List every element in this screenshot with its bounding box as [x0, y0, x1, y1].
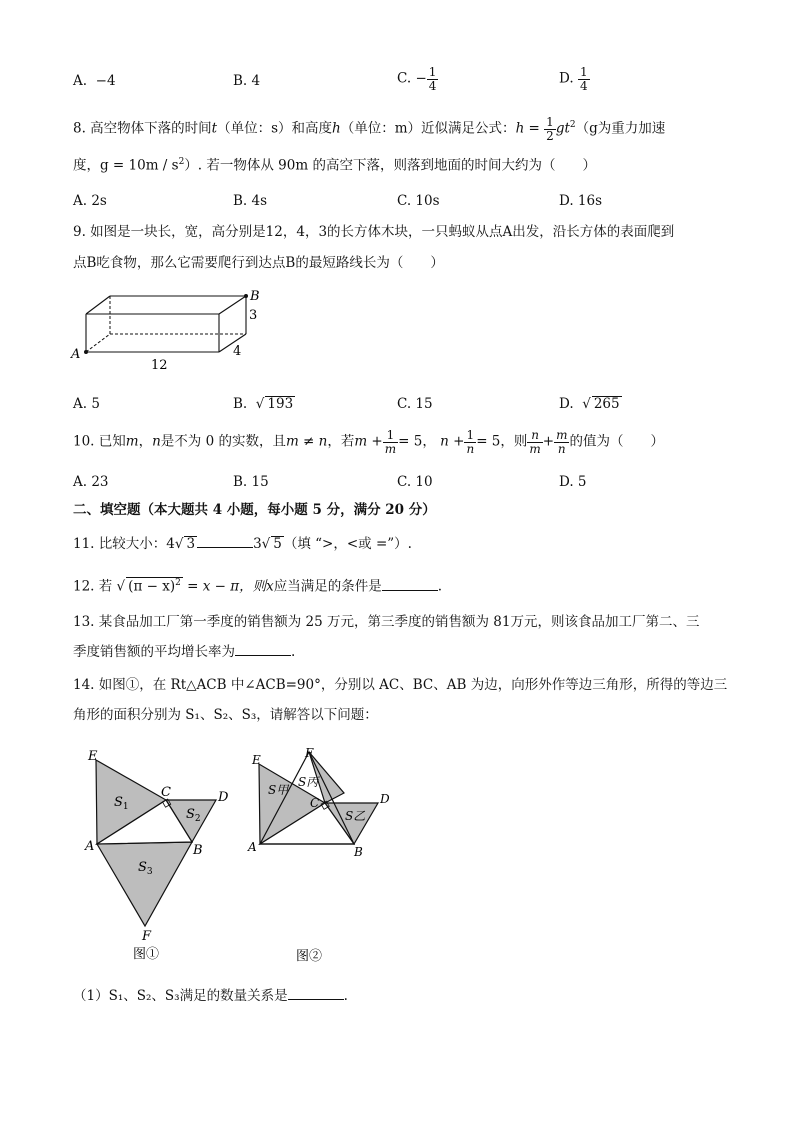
q11-answer-blank[interactable]	[197, 547, 253, 548]
fig1-caption: 图①	[133, 947, 160, 962]
fig2-label-e: E	[252, 753, 261, 767]
fig2-label-c: C	[310, 796, 320, 810]
q9-option-c: C. 15	[397, 396, 433, 412]
figure-2	[244, 745, 404, 965]
fig1-label-s2: $S_2$	[186, 807, 201, 824]
q14-line1: 14. 如图①，在 Rt△ACB 中∠ACB=90°，分别以 AC、BC、AB 为边，向形外作等边三角形，所得的等边三	[73, 677, 728, 693]
figure-1	[80, 748, 250, 963]
fig1-label-s1: $S_1$	[114, 795, 129, 812]
q8-option-c: C. 10s	[397, 193, 440, 209]
fig2-caption: 图②	[296, 949, 323, 964]
fig2-label-b: B	[354, 845, 363, 859]
q9-option-b: B. √ 193	[233, 396, 294, 412]
q7-option-c: C. − $\frac{1}{4}$	[397, 65, 437, 93]
q14-sub1-answer-blank[interactable]	[288, 999, 344, 1000]
q9-line2: 点B吃食物，那么它需要爬行到达点B的最短路线长为（ ）	[73, 255, 444, 271]
height-3-label: 3	[249, 308, 258, 323]
q13-line2: 季度销售额的平均增长率为 .	[73, 644, 296, 660]
fig1-label-b: B	[193, 843, 203, 858]
section-2-heading: 二、填空题（本大题共 4 小题，每小题 5 分，满分 20 分）	[73, 502, 436, 518]
cuboid-figure	[68, 285, 278, 375]
fig1-label-a: A	[85, 839, 95, 854]
q7-option-b: B. 4	[233, 73, 261, 89]
q11: 11. 比较大小：4√ 3 3√ 5 （填 “>，<或 =”）.	[73, 536, 412, 552]
q10-stem: 10. 已知m，n是不为 0 的实数，且m ≠ n，若m + $\frac{1}{m}$ = 5， n + $\frac{1}{n}$ = 5，则 $\frac{n}{m}$ + $\frac{m}{n}$ 的值为（ ）	[73, 428, 664, 456]
q9-line1: 9. 如图是一块长，宽，高分别是12，4，3的长方体木块，一只蚂蚁从点A出发，沿长方体的表面爬到	[73, 224, 675, 240]
width-4-label: 4	[233, 344, 242, 359]
fig2-label-s-yi: S乙	[345, 809, 366, 823]
length-12-label: 12	[151, 358, 168, 373]
q8-line1: 8. 高空物体下落的时间t（单位：s）和高度h（单位：m）近似满足公式：h = $\frac{1}{2}$ $gt^2(g$为重力加速	[73, 115, 666, 143]
fig1-label-c: C	[161, 785, 171, 800]
q8-line2: 度，$g = 10m / s^2$）. 若一物体从 90m 的高空下落，则落到地面的时间大约为（ ）	[73, 157, 596, 174]
q10-option-c: C. 10	[397, 474, 433, 490]
fig1-label-s3: $S_3$	[138, 860, 153, 877]
q10-option-a: A. 23	[73, 474, 109, 490]
fig1-label-d: D	[218, 790, 229, 805]
q12-answer-blank[interactable]	[382, 590, 438, 591]
q9-option-a: A. 5	[73, 396, 100, 412]
q12: 12. 若 √ $(\pi - x)^2 = x - \pi$，则x应当满足的条件是 .	[73, 578, 443, 595]
fig2-label-d: D	[380, 792, 390, 806]
q13-answer-blank[interactable]	[235, 655, 291, 656]
q7-option-a: A. −4	[73, 73, 116, 89]
fig2-label-s-bing: S丙	[298, 775, 319, 789]
fig2-label-f: F	[305, 746, 314, 760]
q7-option-d: D. $\frac{1}{4}$	[559, 65, 588, 93]
fig1-label-f: F	[142, 929, 152, 944]
fig2-label-s-jia: S甲	[268, 783, 289, 797]
q9-option-d: D. √ 265	[559, 396, 620, 412]
fig1-label-e: E	[88, 749, 98, 764]
q14-line2: 角形的面积分别为 S₁、S₂、S₃，请解答以下问题：	[73, 707, 378, 723]
fig2-label-a: A	[248, 840, 257, 854]
point-a-label: A	[71, 347, 81, 362]
q10-option-d: D. 5	[559, 474, 587, 490]
q10-option-b: B. 15	[233, 474, 269, 490]
q8-option-b: B. 4s	[233, 193, 268, 209]
q8-option-d: D. 16s	[559, 193, 603, 209]
q14-sub1: （1）S₁、S₂、S₃满足的数量关系是 .	[73, 988, 348, 1004]
point-b-label: B	[250, 289, 260, 304]
q13-line1: 13. 某食品加工厂第一季度的销售额为 25 万元，第三季度的销售额为 81万元，则该食品加工厂第二、三	[73, 614, 700, 630]
q8-option-a: A. 2s	[73, 193, 107, 209]
